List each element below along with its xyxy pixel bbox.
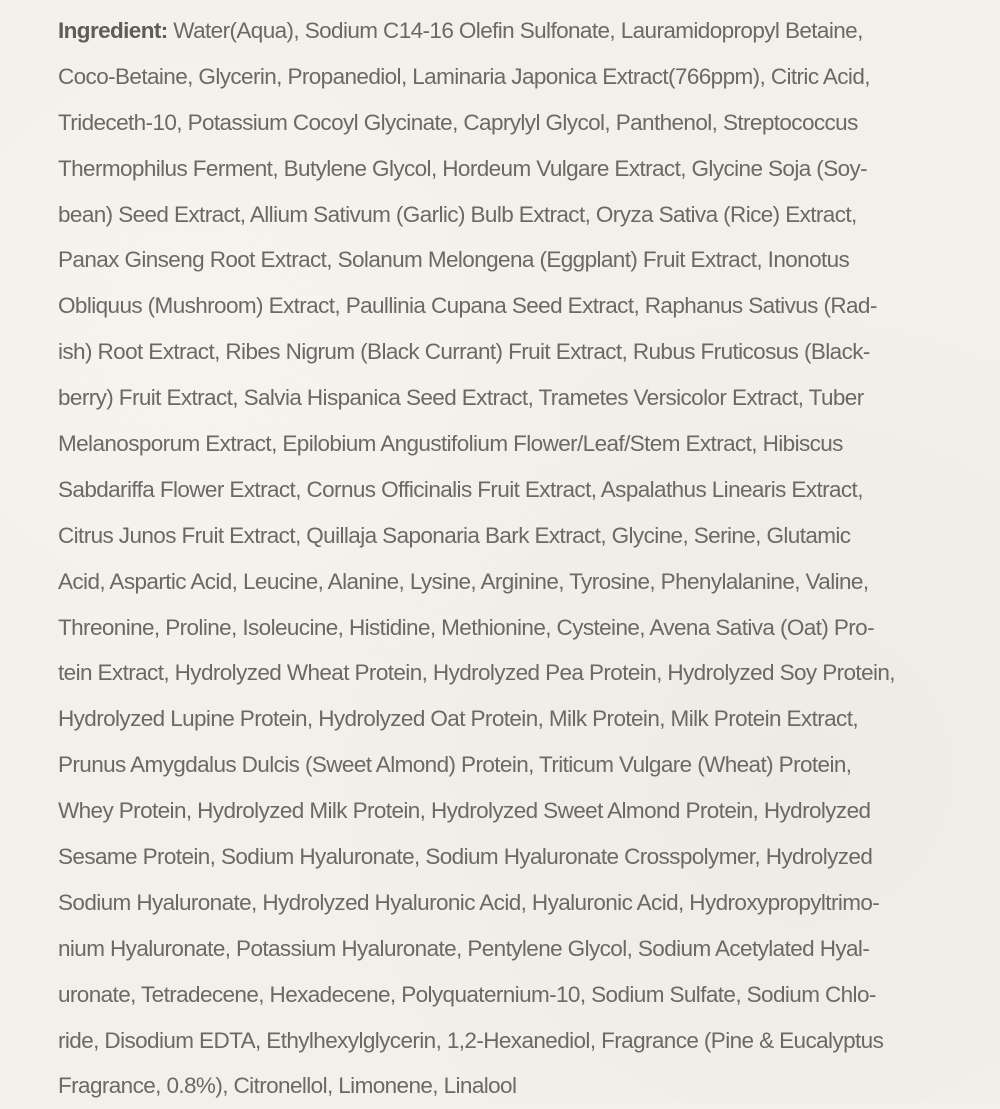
- ingredients-line: ride, Disodium EDTA, Ethylhexylglycerin, 1,2-Hexanediol, Fragrance (Pine & Eucalyptus: [58, 1027, 884, 1053]
- ingredients-line: nium Hyaluronate, Potassium Hyaluronate, Pentylene Glycol, Sodium Acetylated Hyal-: [58, 935, 870, 961]
- ingredients-line: Panax Ginseng Root Extract, Solanum Melongena (Eggplant) Fruit Extract, Inonotus: [58, 247, 850, 273]
- ingredients-line: Coco-Betaine, Glycerin, Propanediol, Laminaria Japonica Extract(766ppm), Citric Acid,: [58, 63, 870, 89]
- ingredients-line: Sodium Hyaluronate, Hydrolyzed Hyaluronic Acid, Hyaluronic Acid, Hydroxypropyltrimo-: [58, 889, 880, 915]
- ingredients-list: [58, 8, 895, 1109]
- ingredients-line: tein Extract, Hydrolyzed Wheat Protein, Hydrolyzed Pea Protein, Hydrolyzed Soy Protein,: [58, 660, 895, 686]
- ingredients-line: Citrus Junos Fruit Extract, Quillaja Saponaria Bark Extract, Glycine, Serine, Glutamic: [58, 522, 851, 548]
- ingredients-line-text: Water(Aqua), Sodium C14-16 Olefin Sulfonate, Lauramidopropyl Betaine,: [167, 18, 863, 43]
- ingredients-line: Trideceth-10, Potassium Cocoyl Glycinate, Caprylyl Glycol, Panthenol, Streptococcus: [58, 109, 858, 135]
- ingredients-line: [58, 8, 895, 54]
- ingredients-line: berry) Fruit Extract, Salvia Hispanica Seed Extract, Trametes Versicolor Extract, Tuber: [58, 385, 864, 411]
- ingredients-line: Sesame Protein, Sodium Hyaluronate, Sodium Hyaluronate Crosspolymer, Hydrolyzed: [58, 844, 873, 870]
- ingredients-line: Sabdariffa Flower Extract, Cornus Officinalis Fruit Extract, Aspalathus Linearis Extract,: [58, 476, 863, 502]
- ingredients-line: Whey Protein, Hydrolyzed Milk Protein, Hydrolyzed Sweet Almond Protein, Hydrolyzed: [58, 798, 871, 824]
- ingredients-line: Melanosporum Extract, Epilobium Angustifolium Flower/Leaf/Stem Extract, Hibiscus: [58, 431, 843, 457]
- ingredients-line: Acid, Aspartic Acid, Leucine, Alanine, Lysine, Arginine, Tyrosine, Phenylalanine, Valine,: [58, 568, 869, 594]
- ingredients-line: Hydrolyzed Lupine Protein, Hydrolyzed Oat Protein, Milk Protein, Milk Protein Extract,: [58, 706, 858, 732]
- ingredients-line: bean) Seed Extract, Allium Sativum (Garlic) Bulb Extract, Oryza Sativa (Rice) Extract,: [58, 201, 857, 227]
- ingredients-line: Threonine, Proline, Isoleucine, Histidine, Methionine, Cysteine, Avena Sativa (Oat) Pro-: [58, 614, 874, 640]
- ingredients-line: Prunus Amygdalus Dulcis (Sweet Almond) Protein, Triticum Vulgare (Wheat) Protein,: [58, 752, 852, 778]
- ingredients-heading: Ingredient:: [58, 18, 168, 43]
- ingredients-line: uronate, Tetradecene, Hexadecene, Polyquaternium-10, Sodium Sulfate, Sodium Chlo-: [58, 981, 876, 1007]
- ingredients-line: ish) Root Extract, Ribes Nigrum (Black Currant) Fruit Extract, Rubus Fruticosus (Black-: [58, 339, 870, 365]
- ingredients-line: Fragrance, 0.8%), Citronellol, Limonene, Linalool: [58, 1073, 517, 1099]
- ingredients-line: Obliquus (Mushroom) Extract, Paullinia Cupana Seed Extract, Raphanus Sativus (Rad-: [58, 293, 877, 319]
- ingredients-line: Thermophilus Ferment, Butylene Glycol, Hordeum Vulgare Extract, Glycine Soja (Soy-: [58, 155, 868, 181]
